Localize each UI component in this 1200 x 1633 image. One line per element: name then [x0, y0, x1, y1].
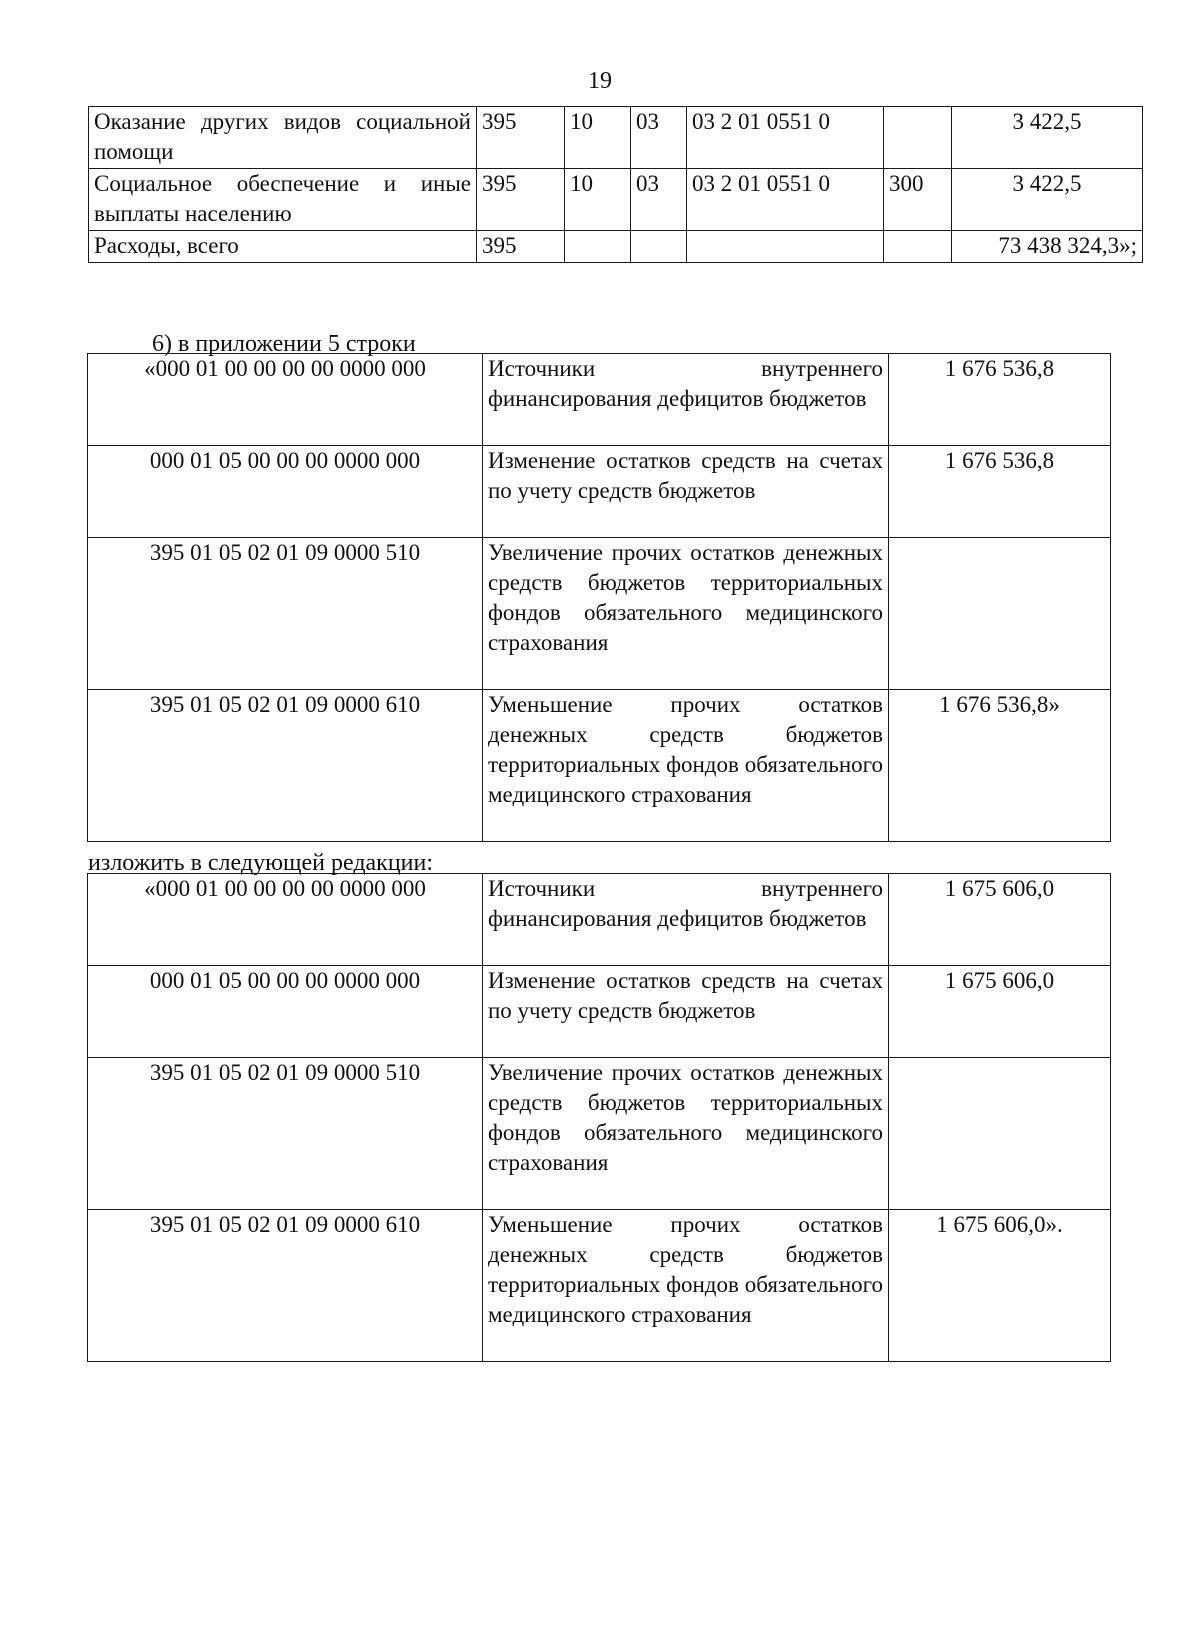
source-description-cell: Увеличение прочих остатков денежных средств бюджетов территориальных фондов обязательного медицинского страхования — [483, 1058, 889, 1210]
budget-code-cell: 395 01 05 02 01 09 0000 510 — [88, 1058, 483, 1210]
target-article-cell — [687, 231, 884, 263]
table-row — [89, 231, 1143, 263]
table-row — [88, 874, 1111, 966]
amount-cell: 1 675 606,0 — [889, 874, 1111, 966]
expense-name-cell: Расходы, всего — [89, 231, 477, 263]
amount-cell: 1 675 606,0 — [889, 966, 1111, 1058]
amount-cell: 1 675 606,0». — [889, 1210, 1111, 1362]
admin-code-cell: 395 — [477, 231, 565, 263]
table-row — [89, 169, 1143, 231]
budget-code-cell: «000 01 00 00 00 00 0000 000 — [88, 874, 483, 966]
section-cell — [565, 231, 631, 263]
sources-table-old — [87, 353, 1111, 842]
section-cell: 10 — [565, 107, 631, 169]
source-description-cell: Увеличение прочих остатков денежных средств бюджетов территориальных фондов обязательного медицинского страхования — [483, 538, 889, 690]
expense-name-cell: Социальное обеспечение и иные выплаты населению — [89, 169, 477, 231]
amount-cell: 1 676 536,8 — [889, 354, 1111, 446]
table-row — [88, 446, 1111, 538]
budget-code-cell: 000 01 05 00 00 00 0000 000 — [88, 446, 483, 538]
table-row — [89, 107, 1143, 169]
source-description-cell: Источники внутреннего финансирования дефицитов бюджетов — [483, 354, 889, 446]
target-article-cell: 03 2 01 0551 0 — [687, 169, 884, 231]
source-description-cell: Уменьшение прочих остатков денежных средств бюджетов территориальных фондов обязательного медицинского страхования — [483, 690, 889, 842]
source-description-cell: Источники внутреннего финансирования дефицитов бюджетов — [483, 874, 889, 966]
amount-cell: 3 422,5 — [952, 107, 1143, 169]
source-description-cell: Изменение остатков средств на счетах по учету средств бюджетов — [483, 446, 889, 538]
source-description-cell: Изменение остатков средств на счетах по учету средств бюджетов — [483, 966, 889, 1058]
table-row — [88, 538, 1111, 690]
page-number: 19 — [588, 68, 612, 94]
subsection-cell: 03 — [631, 107, 687, 169]
budget-code-cell: 395 01 05 02 01 09 0000 610 — [88, 1210, 483, 1362]
table-row — [88, 690, 1111, 842]
amount-cell: 1 676 536,8 — [889, 446, 1111, 538]
table-row — [88, 1058, 1111, 1210]
expense-type-cell — [884, 107, 952, 169]
budget-code-cell: 000 01 05 00 00 00 0000 000 — [88, 966, 483, 1058]
intro-text: 6) в приложении 5 строки — [152, 331, 416, 357]
budget-code-cell: «000 01 00 00 00 00 0000 000 — [88, 354, 483, 446]
expense-name-cell: Оказание других видов социальной помощи — [89, 107, 477, 169]
admin-code-cell: 395 — [477, 107, 565, 169]
budget-code-cell: 395 01 05 02 01 09 0000 610 — [88, 690, 483, 842]
amount-cell: 73 438 324,3»; — [952, 231, 1143, 263]
target-article-cell: 03 2 01 0551 0 — [687, 107, 884, 169]
amount-cell — [889, 1058, 1111, 1210]
budget-code-cell: 395 01 05 02 01 09 0000 510 — [88, 538, 483, 690]
expenses-table — [88, 106, 1143, 263]
sources-table-new — [87, 873, 1111, 1362]
table-row — [88, 354, 1111, 446]
section-cell: 10 — [565, 169, 631, 231]
expense-type-cell — [884, 231, 952, 263]
source-description-cell: Уменьшение прочих остатков денежных средств бюджетов территориальных фондов обязательного медицинского страхования — [483, 1210, 889, 1362]
admin-code-cell: 395 — [477, 169, 565, 231]
table-row — [88, 966, 1111, 1058]
amount-cell — [889, 538, 1111, 690]
amount-cell: 1 676 536,8» — [889, 690, 1111, 842]
table-row — [88, 1210, 1111, 1362]
expense-type-cell: 300 — [884, 169, 952, 231]
subsection-cell — [631, 231, 687, 263]
transition-text: изложить в следующей редакции: — [88, 850, 434, 876]
amount-cell: 3 422,5 — [952, 169, 1143, 231]
subsection-cell: 03 — [631, 169, 687, 231]
